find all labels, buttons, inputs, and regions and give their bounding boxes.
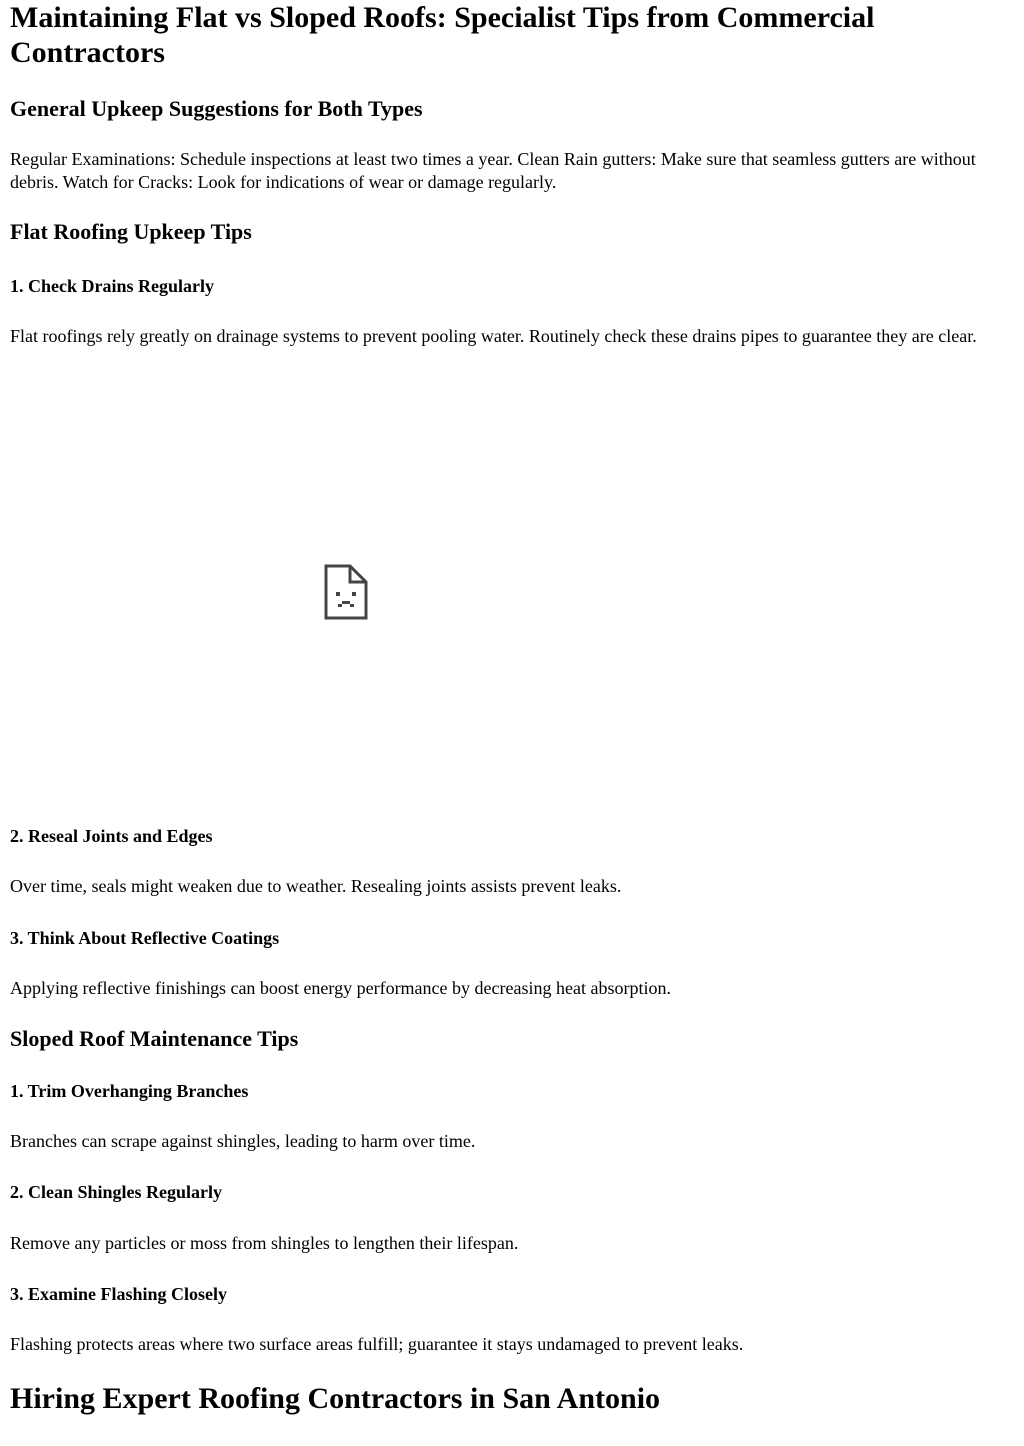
broken-image-icon bbox=[324, 564, 368, 620]
flat-tip-1-text: Flat roofings rely greatly on drainage systems to prevent pooling water. Routinely check these drains pipes to guarantee they are clear. bbox=[10, 326, 977, 346]
flat-tip-1-title: 1. Check Drains Regularly bbox=[10, 276, 214, 296]
sloped-tip-3-title: 3. Examine Flashing Closely bbox=[10, 1284, 228, 1304]
page-title: Maintaining Flat vs Sloped Roofs: Specialist Tips from Commercial Contractors bbox=[10, 1, 875, 69]
flat-tip-2-title: 2. Reseal Joints and Edges bbox=[10, 826, 213, 846]
hiring-heading: Hiring Expert Roofing Contractors in San Antonio bbox=[10, 1382, 661, 1415]
sloped-tip-2-text: Remove any particles or moss from shingles to lengthen their lifespan. bbox=[10, 1233, 519, 1253]
flat-heading: Flat Roofing Upkeep Tips bbox=[10, 219, 252, 244]
sloped-tip-1-title: 1. Trim Overhanging Branches bbox=[10, 1081, 249, 1101]
sloped-tip-1-text: Branches can scrape against shingles, leading to harm over time. bbox=[10, 1131, 476, 1151]
general-heading: General Upkeep Suggestions for Both Types bbox=[10, 96, 423, 121]
flat-tip-3-title: 3. Think About Reflective Coatings bbox=[10, 928, 280, 948]
flat-tip-2-text: Over time, seals might weaken due to weather. Resealing joints assists prevent leaks. bbox=[10, 876, 622, 896]
general-text: Regular Examinations: Schedule inspections at least two times a year. Clean Rain gutters: Make sure that seamless gutters are without debris. Watch for Cracks: Look for indications of wear or damage regularly. bbox=[10, 149, 976, 192]
sloped-tip-3-text: Flashing protects areas where two surface areas fulfill; guarantee it stays undamaged to prevent leaks. bbox=[10, 1334, 744, 1354]
sloped-heading: Sloped Roof Maintenance Tips bbox=[10, 1026, 299, 1051]
flat-tip-3-text: Applying reflective finishings can boost energy performance by decreasing heat absorption. bbox=[10, 978, 671, 998]
sloped-tip-2-title: 2. Clean Shingles Regularly bbox=[10, 1182, 223, 1202]
broken-image bbox=[10, 393, 680, 793]
